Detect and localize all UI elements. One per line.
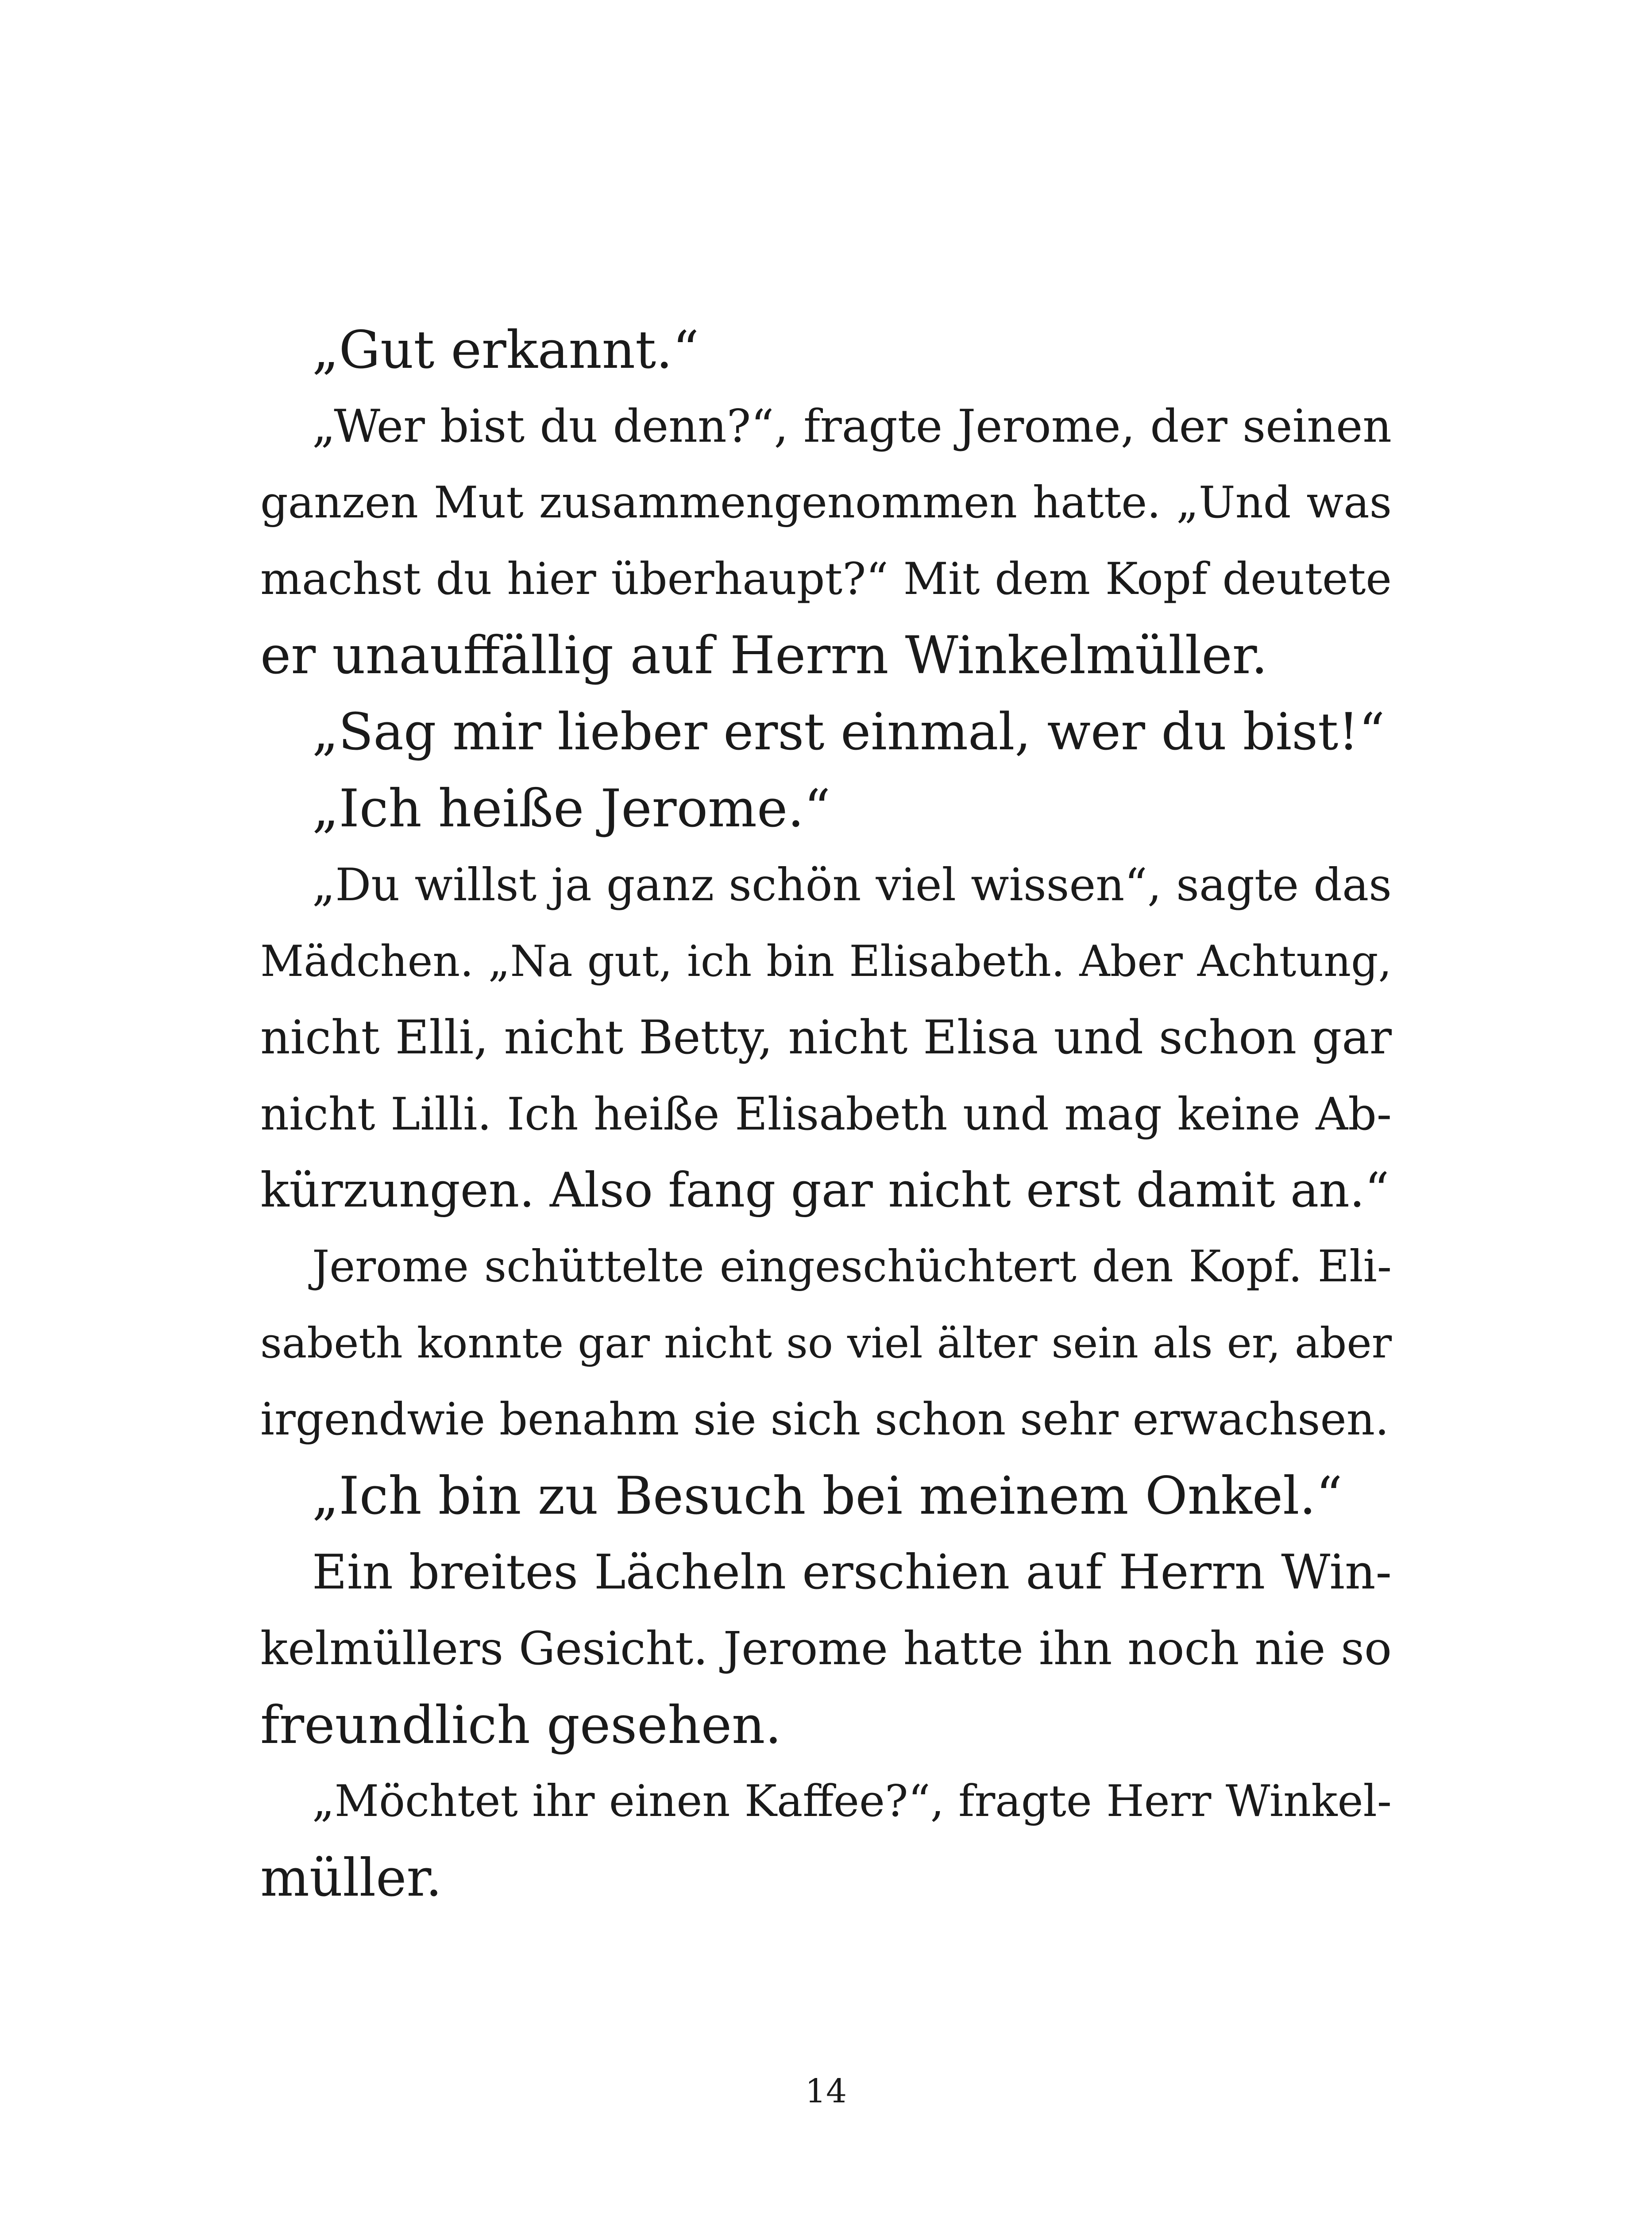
text-line: sabeth konnte gar nicht so viel älter sein als er, aber bbox=[260, 1319, 1392, 1368]
text-line: machst du hier überhaupt?“ Mit dem Kopf deutete bbox=[260, 553, 1392, 605]
text-line: ganzen Mut zusammengenommen hatte. „Und was bbox=[260, 478, 1392, 528]
body-text bbox=[260, 312, 1392, 1916]
text-line: Ein breites Lächeln erschien auf Herrn Win- bbox=[312, 1544, 1392, 1600]
text-line: „Wer bist du denn?“, fragte Jerome, der seinen bbox=[312, 400, 1392, 453]
text-line: freundlich gesehen. bbox=[260, 1694, 782, 1755]
text-line: kelmüllers Gesicht. Jerome hatte ihn noch nie so bbox=[260, 1622, 1392, 1676]
text-line: müller. bbox=[260, 1847, 442, 1908]
text-line: kürzungen. Also fang gar nicht erst damit an.“ bbox=[260, 1162, 1390, 1218]
text-line: „Möchtet ihr einen Kaffee?“, fragte Herr Winkel- bbox=[312, 1776, 1392, 1827]
text-line: nicht Elli, nicht Betty, nicht Elisa und schon gar bbox=[260, 1010, 1392, 1065]
text-line: nicht Lilli. Ich heiße Elisabeth und mag keine Ab- bbox=[260, 1087, 1392, 1140]
text-line: „Gut erkannt.“ bbox=[312, 320, 699, 380]
text-line: „Ich bin zu Besuch bei meinem Onkel.“ bbox=[312, 1465, 1343, 1526]
text-line: er unauffällig auf Herrn Winkelmüller. bbox=[260, 625, 1268, 686]
text-line: „Sag mir lieber erst einmal, wer du bist!“ bbox=[312, 702, 1385, 762]
text-line: Mädchen. „Na gut, ich bin Elisabeth. Aber Achtung, bbox=[260, 936, 1392, 986]
page-number: 14 bbox=[805, 2072, 847, 2110]
text-line: „Du willst ja ganz schön viel wissen“, sagte das bbox=[312, 859, 1392, 911]
text-line: irgendwie benahm sie sich schon sehr erwachsen. bbox=[260, 1393, 1389, 1446]
text-line: Jerome schüttelte eingeschüchtert den Kopf. Eli- bbox=[312, 1241, 1392, 1292]
text-line: „Ich heiße Jerome.“ bbox=[312, 778, 831, 839]
